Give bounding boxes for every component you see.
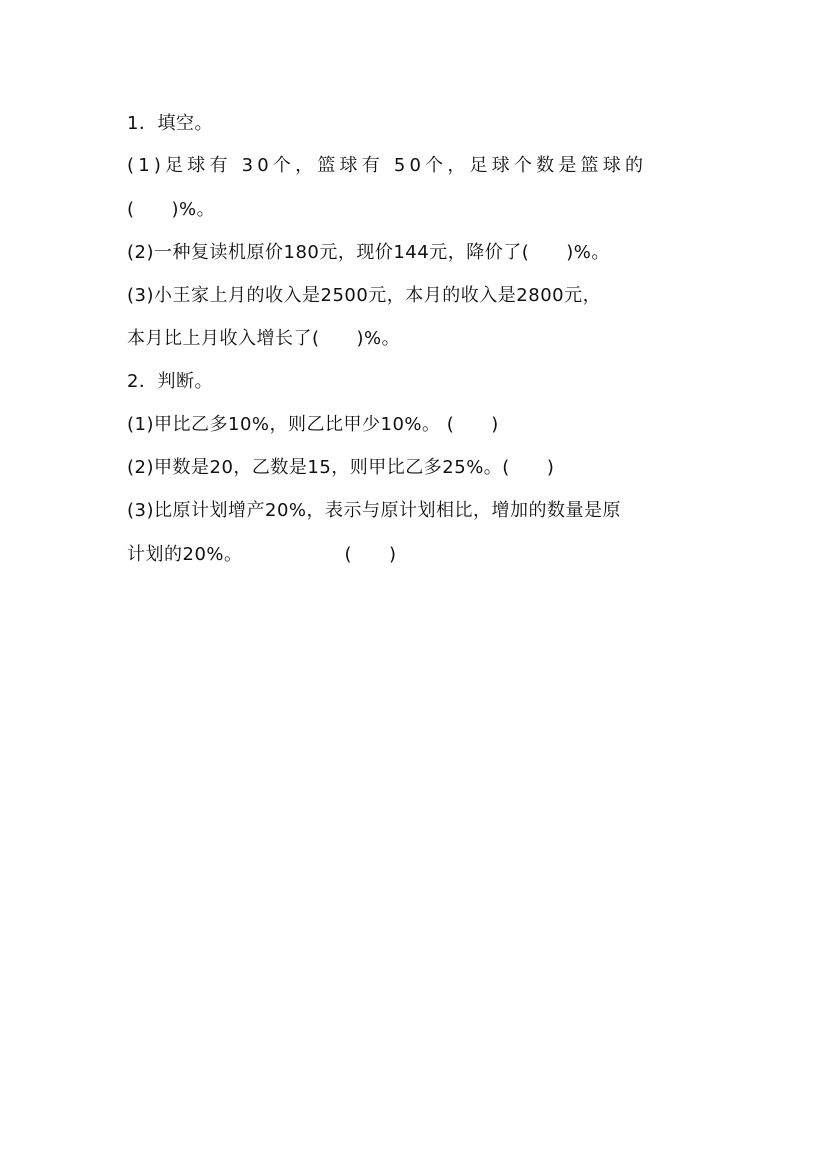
section-2-title: 2．判断。 xyxy=(127,371,213,392)
judge-question-1: (1)甲比乙多10%，则乙比甲少10%。 ( ) xyxy=(127,414,499,435)
judge-question-2: (2)甲数是20，乙数是15，则甲比乙多25%。( ) xyxy=(127,457,555,478)
fill-blank-question-2: (2)一种复读机原价180元，现价144元，降价了( )%。 xyxy=(127,242,610,263)
section-1-title: 1．填空。 xyxy=(127,113,213,134)
judge-question-3-line-1: (3)比原计划增产20%，表示与原计划相比，增加的数量是原 xyxy=(127,500,622,521)
fill-blank-question-1-line-2: ( )%。 xyxy=(127,199,216,220)
fill-blank-question-3-line-2: 本月比上月收入增长了( )%。 xyxy=(127,328,401,349)
fill-blank-question-1-line-1: (1)足球有 30个，篮球有 50个，足球个数是篮球的 xyxy=(127,155,648,176)
judge-question-3-line-2: 计划的20%。 ( ) xyxy=(127,544,397,565)
fill-blank-question-3-line-1: (3)小王家上月的收入是2500元，本月的收入是2800元， xyxy=(127,285,602,306)
